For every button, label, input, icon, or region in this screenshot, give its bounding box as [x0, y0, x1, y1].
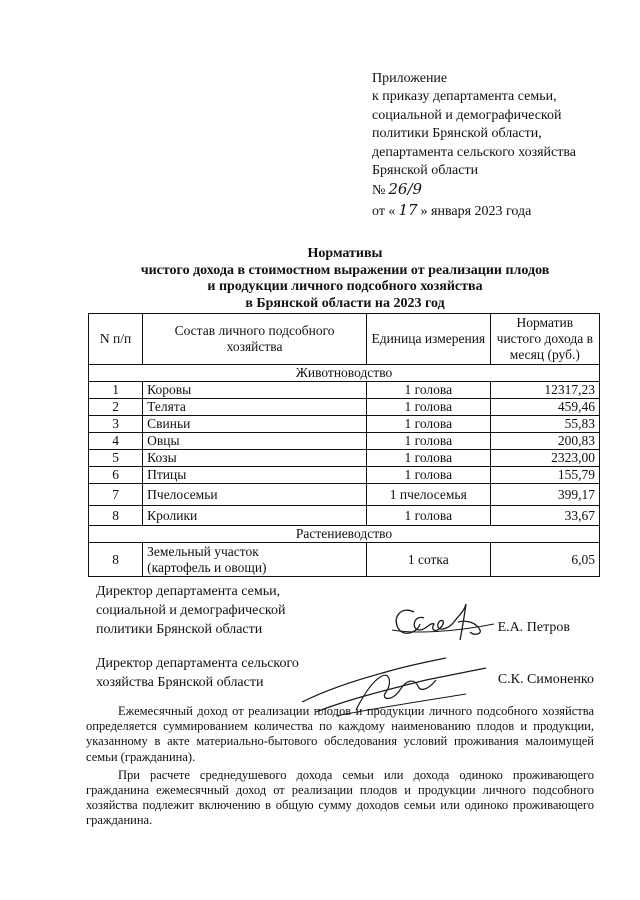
- table-row: [89, 506, 600, 526]
- title-line: и продукции личного подсобного хозяйства: [207, 279, 483, 295]
- appendix-line: к приказу департамента семьи,: [372, 89, 557, 105]
- cell-num: 3: [89, 416, 143, 433]
- note-paragraph: Ежемесячный доход от реализации плодов и продукции личного подсобного хозяйства определяется суммированием количества по каждому наименованию плодов и продукции, указанному в акте материально-бытового обследования условий проживания малоимущей семьи (гражданина).: [86, 704, 594, 764]
- document-title: [0, 246, 640, 312]
- table-row: [89, 467, 600, 484]
- cell-name: Земельный участок (картофель и овощи): [143, 543, 367, 577]
- order-number-handwritten: 26/9: [388, 180, 423, 199]
- order-date-prefix: от «: [372, 203, 396, 219]
- title-line: в Брянской области на 2023 год: [245, 295, 445, 311]
- signer-2-position: [96, 654, 299, 692]
- header-num: N п/п: [89, 314, 143, 365]
- section-title: Растениеводство: [89, 526, 600, 543]
- signer-position-line: социальной и демографической: [96, 603, 286, 618]
- cell-unit: 1 голова: [366, 450, 490, 467]
- cell-unit: 1 голова: [366, 467, 490, 484]
- signer-1-name: Е.А. Петров: [497, 620, 570, 635]
- cell-value: 399,17: [490, 484, 599, 506]
- cell-name: Пчелосемьи: [143, 484, 367, 506]
- cell-value: 2323,00: [490, 450, 599, 467]
- table-row: [89, 382, 600, 399]
- signer-position-line: хозяйства Брянской области: [96, 675, 264, 690]
- cell-value: 12317,23: [490, 382, 599, 399]
- section-row: [89, 365, 600, 382]
- cell-value: 155,79: [490, 467, 599, 484]
- signer-position-line: политики Брянской области: [96, 622, 263, 637]
- cell-value: 200,83: [490, 433, 599, 450]
- cell-num: 8: [89, 543, 143, 577]
- header-value: Норматив чистого дохода в месяц (руб.): [490, 314, 599, 365]
- cell-value: 55,83: [490, 416, 599, 433]
- table-row: [89, 433, 600, 450]
- cell-name: Овцы: [143, 433, 367, 450]
- appendix-line: социальной и демографической: [372, 107, 562, 123]
- section-title: Животноводство: [89, 365, 600, 382]
- appendix-header: [372, 70, 576, 221]
- cell-value: 6,05: [490, 543, 599, 577]
- appendix-line: Приложение: [372, 71, 448, 86]
- cell-unit: 1 голова: [366, 506, 490, 526]
- header-name: Состав личного подсобного хозяйства: [143, 314, 367, 365]
- title-line: чистого дохода в стоимостном выражении от реализации плодов: [140, 262, 550, 278]
- cell-name: Козы: [143, 450, 367, 467]
- order-date-suffix: » января 2023 года: [420, 203, 532, 219]
- cell-name: Птицы: [143, 467, 367, 484]
- cell-num: 1: [89, 382, 143, 399]
- cell-num: 4: [89, 433, 143, 450]
- cell-value: 33,67: [490, 506, 599, 526]
- header-unit: Единица измерения: [366, 314, 490, 365]
- order-date: [372, 201, 576, 221]
- signer-1-position: [96, 582, 286, 639]
- cell-num: 8: [89, 506, 143, 526]
- cell-name: Коровы: [143, 382, 367, 399]
- cell-value: 459,46: [490, 399, 599, 416]
- table-row: [89, 484, 600, 506]
- cell-num: 6: [89, 467, 143, 484]
- note-paragraph: При расчете среднедушевого дохода семьи или дохода одиноко проживающего гражданина ежемесячный доход от реализации плодов и продукции личного подсобного хозяйства подлежит включению в общую сумму доходов семьи или одиноко проживающего гражданина.: [86, 767, 594, 828]
- order-number: [372, 180, 576, 200]
- cell-name: Свиньи: [143, 416, 367, 433]
- signer-position-line: Директор департамента сельского: [96, 656, 299, 671]
- cell-unit: 1 голова: [366, 416, 490, 433]
- explanatory-notes: [86, 704, 594, 832]
- cell-unit: 1 голова: [366, 433, 490, 450]
- norms-table: [88, 313, 600, 577]
- table-row: [89, 416, 600, 433]
- cell-unit: 1 сотка: [366, 543, 490, 577]
- title-line: Нормативы: [307, 246, 383, 261]
- table-header-row: [89, 314, 600, 365]
- cell-num: 5: [89, 450, 143, 467]
- appendix-line: Брянской области: [372, 163, 479, 179]
- order-number-prefix: №: [372, 183, 386, 199]
- cell-num: 2: [89, 399, 143, 416]
- appendix-line: департамента сельского хозяйства: [372, 144, 576, 160]
- section-row: [89, 526, 600, 543]
- table-row: [89, 450, 600, 467]
- signer-position-line: Директор департамента семьи,: [96, 584, 281, 599]
- table-row: [89, 399, 600, 416]
- cell-num: 7: [89, 484, 143, 506]
- cell-name: Кролики: [143, 506, 367, 526]
- appendix-line: политики Брянской области,: [372, 126, 542, 142]
- order-day-handwritten: 17: [398, 200, 418, 219]
- table-row: [89, 543, 600, 577]
- cell-name: Телята: [143, 399, 367, 416]
- cell-unit: 1 пчелосемья: [366, 484, 490, 506]
- cell-unit: 1 голова: [366, 399, 490, 416]
- cell-unit: 1 голова: [366, 382, 490, 399]
- signer-2-name: С.К. Симоненко: [497, 672, 594, 687]
